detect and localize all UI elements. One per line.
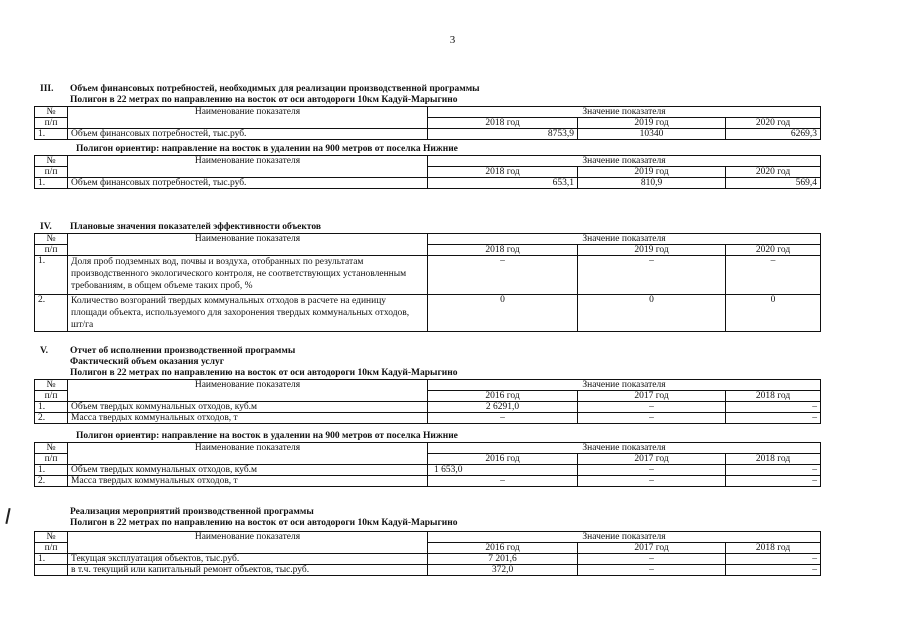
row-number: 2. [35,476,68,487]
value-header: Значение показателя [428,532,821,543]
site-2-heading: Полигон ориентир: направление на восток в удалении на 900 метров от поселка Нижние [76,144,458,154]
name-header: Наименование показателя [68,107,428,129]
year-header: 2018 год [428,245,578,256]
year-header: 2019 год [578,245,726,256]
row-value: – [726,554,821,565]
row-value: – [578,465,726,476]
table-row [35,295,821,332]
year-header: 2016 год [428,454,578,465]
value-header: Значение показателя [428,443,821,454]
value-header: Значение показателя [428,107,821,118]
row-number: 1. [35,256,68,295]
row-value: 1 653,0 [428,465,578,476]
site-1-heading: Полигон в 22 метрах по направлению на восток от оси автодороги 10км Кадуй-Марыгино [70,518,458,528]
section-title: Отчет об исполнении производственной программы [70,346,296,356]
volume-table-site-2 [34,442,821,487]
row-number: 1. [35,554,68,565]
value-header: Значение показателя [428,380,821,391]
name-header: Наименование показателя [68,156,428,178]
page-number: 3 [449,34,456,46]
finance-table-site-1 [34,106,821,140]
row-value: – [726,402,821,413]
row-value: – [726,565,821,576]
row-value: 8753,9 [428,129,578,140]
year-header: 2017 год [578,543,726,554]
name-header: Наименование показателя [68,532,428,554]
year-header: 2016 год [428,543,578,554]
row-value: – [578,256,726,295]
section-number: IV. [40,222,52,232]
row-number: 1. [35,465,68,476]
year-header: 2017 год [578,391,726,402]
num-header: № [35,443,68,454]
num-header-2: п/п [35,543,68,554]
table-row [35,178,821,189]
site-2-heading: Полигон ориентир: направление на восток в удалении на 900 метров от поселка Нижние [76,431,458,441]
num-header: № [35,156,68,167]
row-number [35,565,68,576]
num-header-2: п/п [35,118,68,129]
year-header: 2017 год [578,454,726,465]
value-header: Значение показателя [428,156,821,167]
row-value: – [578,476,726,487]
row-value: 653,1 [428,178,578,189]
row-value: 0 [578,295,726,332]
section-title: Плановые значения показателей эффективности объектов [70,222,321,232]
site-1-heading: Полигон в 22 метрах по направлению на восток от оси автодороги 10км Кадуй-Марыгино [70,368,458,378]
row-name: Доля проб подземных вод, почвы и воздуха, отобранных по результатам производственного экологического контроля, не соответствующих установленным требованиям, в общем объеме таких проб, % [68,256,428,295]
name-header: Наименование показателя [68,443,428,465]
table-row [35,554,821,565]
name-header: Наименование показателя [68,380,428,402]
site-1-heading: Полигон в 22 метрах по направлению на восток от оси автодороги 10км Кадуй-Марыгино [70,95,458,105]
year-header: 2020 год [726,245,821,256]
year-header: 2019 год [578,167,726,178]
year-header: 2019 год [578,118,726,129]
table-row [35,402,821,413]
row-value: 0 [726,295,821,332]
row-number: 1. [35,178,68,189]
row-value: 6269,3 [726,129,821,140]
finance-table-site-2 [34,155,821,189]
year-header: 2016 год [428,391,578,402]
row-value: – [428,476,578,487]
num-header-2: п/п [35,391,68,402]
activities-heading: Реализация мероприятий производственной программы [70,507,314,517]
efficiency-table [34,233,821,332]
section-number: III. [40,84,54,94]
table-row [35,565,821,576]
row-value: 810,9 [578,178,726,189]
row-number: 1. [35,402,68,413]
year-header: 2018 год [428,118,578,129]
row-value: – [428,256,578,295]
num-header-2: п/п [35,245,68,256]
year-header: 2020 год [726,118,821,129]
row-value: – [726,413,821,424]
name-header: Наименование показателя [68,234,428,256]
row-value: 2 6291,0 [428,402,578,413]
num-header-2: п/п [35,167,68,178]
row-value: – [726,256,821,295]
row-value: – [726,465,821,476]
section-title: Объем финансовых потребностей, необходимых для реализации производственной программы [70,84,480,94]
row-value: 10340 [578,129,726,140]
row-name: Объем финансовых потребностей, тыс.руб. [68,129,428,140]
year-header: 2018 год [726,543,821,554]
table-row [35,256,821,295]
section-4-heading [40,222,840,233]
row-name: Масса твердых коммунальных отходов, т [68,413,428,424]
row-number: 1. [35,129,68,140]
section-3-heading [40,84,840,95]
row-name: Объем твердых коммунальных отходов, куб.м [68,465,428,476]
table-row [35,465,821,476]
row-number: 2. [35,413,68,424]
row-value: – [726,476,821,487]
row-name: Количество возгораний твердых коммунальных отходов в расчете на единицу площади объекта, используемого для захоронения твердых коммунальных отходов, шт/га [68,295,428,332]
row-name: Объем финансовых потребностей, тыс.руб. [68,178,428,189]
table-row [35,413,821,424]
row-name: Масса твердых коммунальных отходов, т [68,476,428,487]
row-value: 7 201,6 [428,554,578,565]
section-number: V. [40,346,49,356]
table-row [35,129,821,140]
row-value: – [578,565,726,576]
row-value: 0 [428,295,578,332]
row-value: 372,0 [428,565,578,576]
year-header: 2020 год [726,167,821,178]
row-value: 569,4 [726,178,821,189]
table-row [35,476,821,487]
num-header-2: п/п [35,454,68,465]
row-name: Объем твердых коммунальных отходов, куб.м [68,402,428,413]
volume-table-site-1 [34,379,821,424]
activities-table [34,531,821,576]
row-name: Текущая эксплуатация объектов, тыс.руб. [68,554,428,565]
section-5-heading [40,346,840,357]
num-header: № [35,380,68,391]
value-header: Значение показателя [428,234,821,245]
row-value: – [578,402,726,413]
row-name: в т.ч. текущий или капитальный ремонт объектов, тыс.руб. [68,565,428,576]
year-header: 2018 год [428,167,578,178]
num-header: № [35,107,68,118]
num-header: № [35,234,68,245]
row-value: – [578,413,726,424]
section-5-subtitle: Фактический объем оказания услуг [70,357,225,367]
num-header: № [35,532,68,543]
row-value: – [578,554,726,565]
year-header: 2018 год [726,454,821,465]
row-value: – [428,413,578,424]
year-header: 2018 год [726,391,821,402]
margin-mark [5,508,10,524]
row-number: 2. [35,295,68,332]
